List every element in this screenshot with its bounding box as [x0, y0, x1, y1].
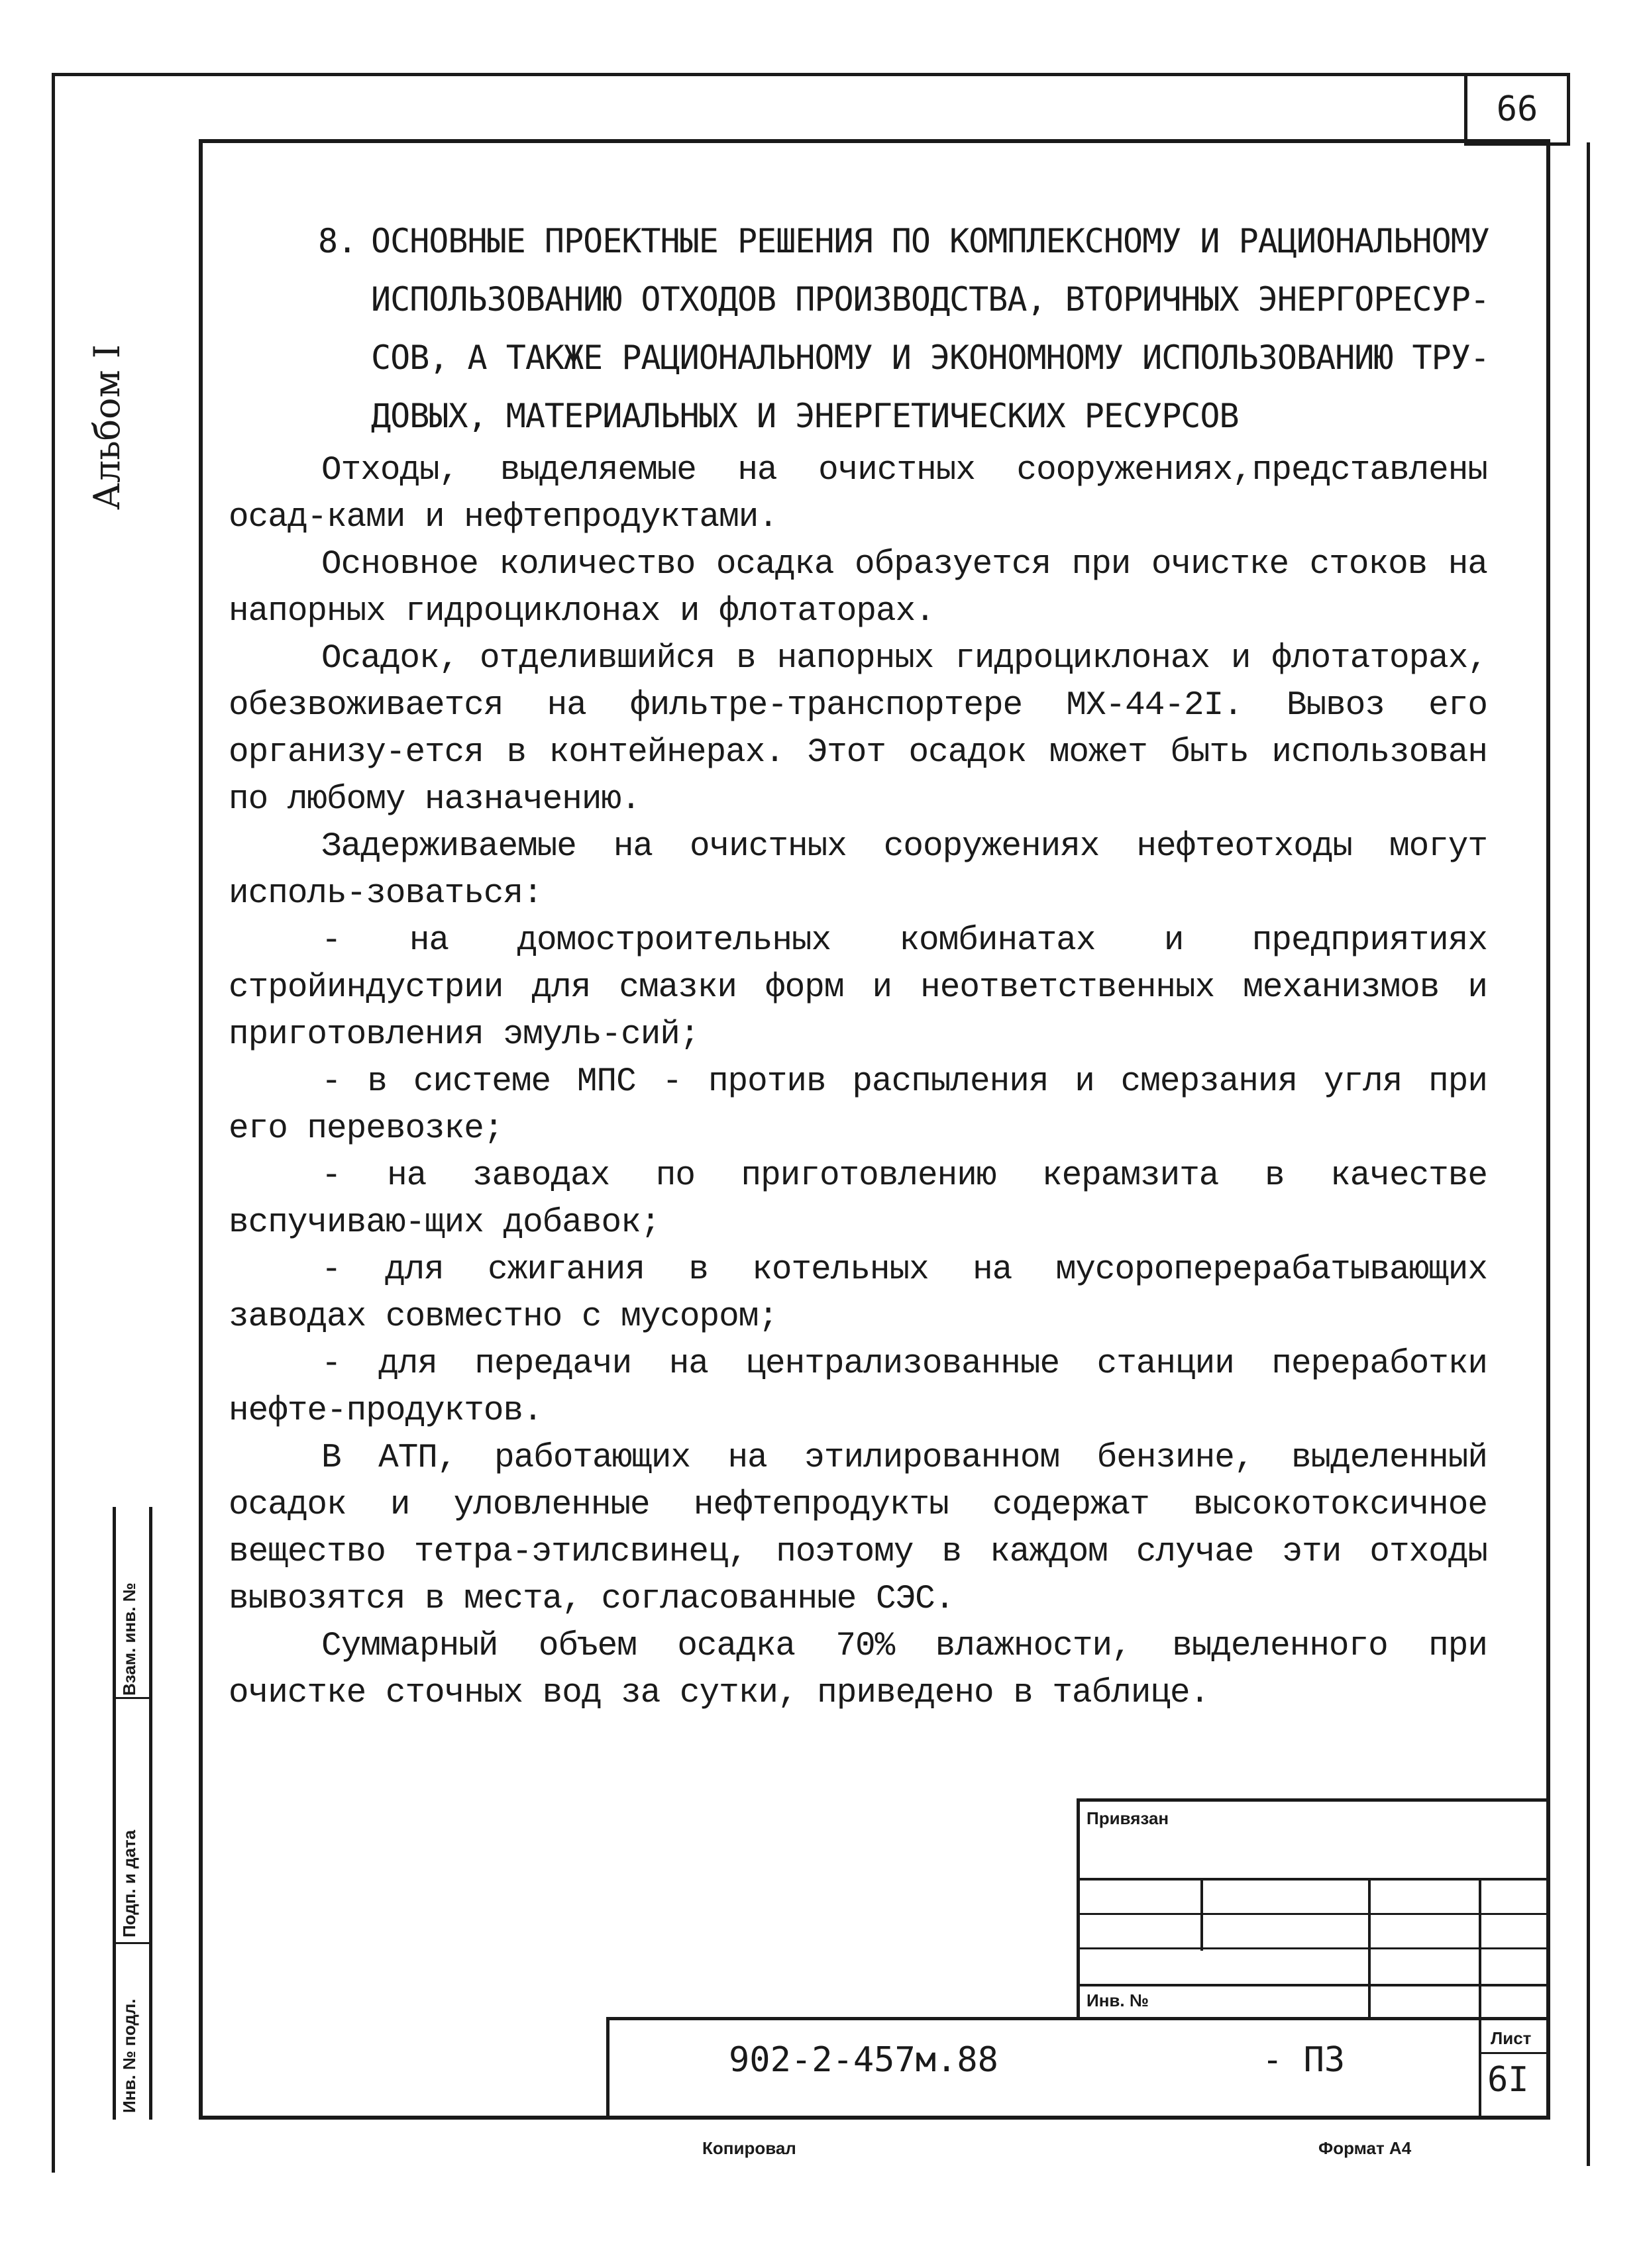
list-item: - на заводах по приготовлению керамзита в качестве вспучиваю-щих добавок; — [229, 1157, 1487, 1242]
stamp-vzam-inv: Взам. инв. № — [119, 1582, 139, 1696]
section-heading — [318, 212, 1537, 445]
album-label: Альбом I — [86, 344, 128, 510]
section-title: ОСНОВНЫЕ ПРОЕКТНЫЕ РЕШЕНИЯ ПО КОМПЛЕКСНОМУ И РАЦИОНАЛЬНОМУ ИСПОЛЬЗОВАНИЮ ОТХОДОВ ПРОИЗВОДСТВА, ВТОРИЧНЫХ ЭНЕРГОРЕСУР-СОВ, А ТАКЖЕ РАЦИОНАЛЬНОМУ И ЭКОНОМНОМУ ИСПОЛЬЗОВАНИЮ ТРУ-ДОВЫХ, МАТЕРИАЛЬНЫХ И ЭНЕРГЕТИЧЕСКИХ РЕСУРСОВ — [371, 222, 1489, 435]
sheet-label: Лист — [1491, 2028, 1532, 2048]
list-item: - для передачи на централизованные станции переработки нефте-продуктов. — [229, 1345, 1487, 1430]
paragraph: Суммарный объем осадка 70% влажности, выделенного при очистке сточных вод за сутки, приведено в таблице. — [229, 1627, 1487, 1712]
section-number: 8. — [318, 222, 357, 260]
tb-vline — [1479, 2017, 1481, 2120]
list-item: - в системе МПС - против распыления и смерзания угля при его перевозке; — [229, 1063, 1487, 1148]
paragraph: В АТП, работающих на этилированном бензине, выделенный осадок и уловленные нефтепродукты содержат высокотоксичное вещество тетра-этилсвинец, поэтому в каждом случае эти отходы вывозятся в места, согласованные СЭС. — [229, 1439, 1487, 1618]
stamp-divider — [149, 1507, 151, 2120]
paragraph: Задерживаемые на очистных сооружениях нефтеотходы могут исполь-зоваться: — [229, 828, 1487, 913]
document-suffix: - ПЗ — [1262, 2040, 1346, 2080]
list-item: - на домостроительных комбинатах и предприятиях стройиндустрии для смазки форм и неответственных механизмов и приготовления эмуль-сий; — [229, 922, 1487, 1054]
sheet-number: 6I — [1487, 2060, 1529, 2100]
copied-by-label: Копировал — [702, 2138, 796, 2158]
stamp-inv-podl: Инв. № подл. — [119, 1998, 139, 2113]
format-label: Формат А4 — [1318, 2138, 1412, 2158]
list-item: - для сжигания в котельных на мусороперерабатывающих заводах совместно с мусором; — [229, 1251, 1487, 1336]
outer-frame-left — [52, 73, 55, 2173]
document-code: 902-2-457м.88 — [729, 2040, 998, 2080]
outer-frame-top — [52, 73, 1466, 76]
paragraph: Основное количество осадка образуется при очистке стоков на напорных гидроциклонах и флотаторах. — [229, 546, 1487, 631]
tb-vline — [1368, 1878, 1371, 2020]
tb-hline — [1479, 2052, 1550, 2054]
tb-vline — [1479, 1878, 1481, 2020]
page-corner-number: 66 — [1464, 73, 1570, 146]
inv-no-label: Инв. № — [1086, 1990, 1149, 2010]
body-text — [229, 447, 1487, 1717]
paragraph: Осадок, отделившийся в напорных гидроциклонах и флотаторах, обезвоживается на фильтре-транспортере МХ-44-2I. Вывоз его организу-ется в контейнерах. Этот осадок может быть использован по любому назначению. — [229, 640, 1487, 819]
tb-vline — [1200, 1878, 1203, 1951]
stamp-podp-data: Подп. и дата — [119, 1830, 139, 1937]
outer-frame-right — [1587, 142, 1590, 2166]
paragraph: Отходы, выделяемые на очистных сооружениях,представлены осад-ками и нефтепродуктами. — [229, 452, 1487, 537]
privyazan-label: Привязан — [1086, 1808, 1169, 1828]
